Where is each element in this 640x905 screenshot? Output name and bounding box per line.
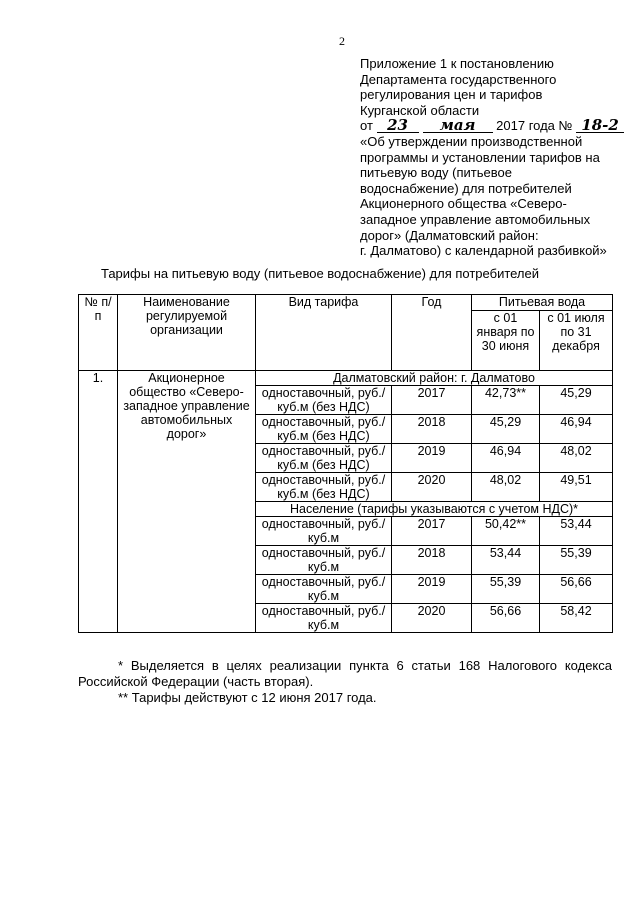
- tariff-value-h1: 42,73**: [472, 386, 540, 415]
- appendix-line: Приложение 1 к постановлению: [360, 56, 554, 71]
- tariff-value-h2: 45,29: [540, 386, 613, 415]
- header-org: Наименование регулируемой организации: [118, 295, 256, 371]
- ot-label: от: [360, 118, 373, 134]
- appendix-block: [360, 56, 630, 259]
- appendix-line: программы и установлении тарифов на: [360, 149, 600, 165]
- appendix-line: регулирования цен и тарифов: [360, 87, 543, 103]
- appendix-line: г. Далматово) с календарной разбивкой»: [360, 243, 607, 259]
- appendix-line: дорог» (Далматовский район:: [360, 227, 539, 243]
- tariff-value-h1: 50,42**: [472, 517, 540, 546]
- appendix-line: «Об утверждении производственной: [360, 133, 583, 149]
- tariff-value-h2: 55,39: [540, 546, 613, 575]
- appendix-line: Курганской области: [360, 102, 480, 118]
- header-type: Вид тарифа: [256, 295, 392, 371]
- handwritten-month: мая: [423, 118, 493, 133]
- footnote-vat: * Выделяется в целях реализации пункта 6 статьи 168 Налогового кодекса Российской Федерации (часть вторая).: [78, 658, 612, 689]
- tariff-value-h1: 53,44: [472, 546, 540, 575]
- tariff-type: одноставочный, руб./куб.м: [256, 604, 392, 633]
- tariff-year: 2017: [392, 386, 472, 415]
- organization-name: Акционерное общество «Северо-западное управление автомобильных дорог»: [118, 371, 256, 633]
- appendix-line: Акционерного общества «Северо-: [360, 196, 567, 212]
- tariff-type: одноставочный, руб./куб.м (без НДС): [256, 473, 392, 502]
- header-period-1: с 01 января по 30 июня: [472, 311, 540, 371]
- tariff-year: 2019: [392, 444, 472, 473]
- row-number: 1.: [79, 371, 118, 633]
- tariff-value-h2: 46,94: [540, 415, 613, 444]
- tariff-value-h1: 48,02: [472, 473, 540, 502]
- footnotes: [78, 658, 612, 706]
- section-title: Население (тарифы указываются с учетом НДС)*: [256, 502, 613, 517]
- tariff-year: 2020: [392, 473, 472, 502]
- appendix-line: питьевую воду (питьевое: [360, 165, 512, 181]
- tariff-value-h2: 48,02: [540, 444, 613, 473]
- header-water: Питьевая вода: [472, 295, 613, 311]
- tariff-value-h2: 53,44: [540, 517, 613, 546]
- header-num: № п/п: [79, 295, 118, 371]
- tariff-value-h2: 58,42: [540, 604, 613, 633]
- tariff-year: 2020: [392, 604, 472, 633]
- header-year: Год: [392, 295, 472, 371]
- footnote-effective-date: ** Тарифы действуют с 12 июня 2017 года.: [118, 690, 377, 705]
- appendix-line: водоснабжение) для потребителей: [360, 180, 572, 196]
- appendix-date-line: [360, 118, 630, 134]
- year-text: 2017 года №: [496, 118, 573, 134]
- tariff-year: 2018: [392, 415, 472, 444]
- tariff-type: одноставочный, руб./куб.м: [256, 575, 392, 604]
- tariff-value-h1: 55,39: [472, 575, 540, 604]
- appendix-line: западное управление автомобильных: [360, 211, 591, 227]
- tariff-value-h2: 49,51: [540, 473, 613, 502]
- tariff-year: 2017: [392, 517, 472, 546]
- tariff-type: одноставочный, руб./куб.м (без НДС): [256, 386, 392, 415]
- document-title: Тарифы на питьевую воду (питьевое водоснабжение) для потребителей: [100, 266, 540, 281]
- tariff-year: 2019: [392, 575, 472, 604]
- tariff-value-h1: 56,66: [472, 604, 540, 633]
- tariff-type: одноставочный, руб./куб.м (без НДС): [256, 444, 392, 473]
- tariff-value-h1: 45,29: [472, 415, 540, 444]
- tariff-table: [78, 294, 613, 633]
- header-period-2: с 01 июля по 31 декабря: [540, 311, 613, 371]
- tariff-year: 2018: [392, 546, 472, 575]
- tariff-value-h2: 56,66: [540, 575, 613, 604]
- tariff-type: одноставочный, руб./куб.м: [256, 546, 392, 575]
- section-title: Далматовский район: г. Далматово: [256, 371, 613, 386]
- appendix-line: Департамента государственного: [360, 71, 557, 87]
- page-number: 2: [339, 34, 345, 48]
- handwritten-number: 18-2: [576, 118, 624, 133]
- tariff-type: одноставочный, руб./куб.м: [256, 517, 392, 546]
- handwritten-day: 23: [377, 118, 419, 133]
- tariff-type: одноставочный, руб./куб.м (без НДС): [256, 415, 392, 444]
- tariff-value-h1: 46,94: [472, 444, 540, 473]
